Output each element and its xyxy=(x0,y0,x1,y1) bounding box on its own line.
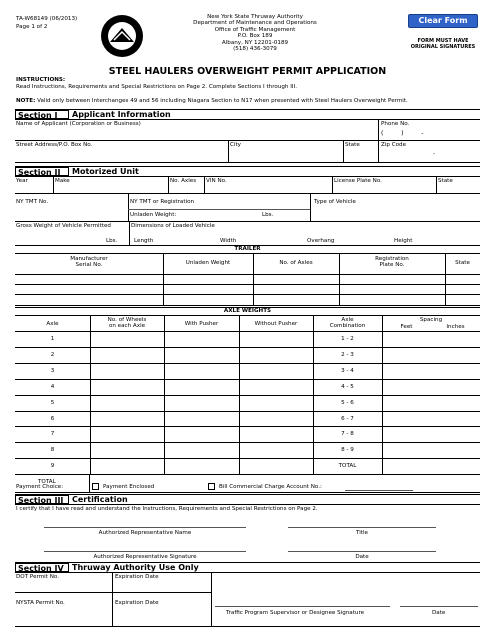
po-box: P.O. Box 189 xyxy=(237,33,273,40)
axle-row-divider xyxy=(15,458,480,459)
note-line xyxy=(16,98,408,104)
note-text: Valid only between Interchanges 49 and 56 including Niagara Section to N17 when presented with Steel Haulers Overweight Permit. xyxy=(37,98,408,104)
section-1-label: Section I xyxy=(15,110,69,119)
form-number: TA-W68149 (06/2013) xyxy=(16,16,78,22)
vehicle-state-label: State xyxy=(438,178,453,184)
auth-name-field[interactable] xyxy=(44,527,246,528)
axle-total-label: TOTAL xyxy=(38,479,56,486)
bill-account-label: Bill Commercial Charge Account No.: xyxy=(219,484,322,490)
trailer-col-manufacturer: Manufacturer Serial No. xyxy=(70,256,108,269)
ny-tmt-registration-label: NY TMT or Registration xyxy=(130,199,195,205)
street-label: Street Address/P.O. Box No. xyxy=(16,142,93,148)
no-axles-label: No. Axles xyxy=(170,178,197,184)
overhang-label: Overhang xyxy=(307,238,335,244)
axle-row-divider xyxy=(15,426,480,427)
supervisor-date-label: Date xyxy=(432,610,446,616)
axle-number: 4 xyxy=(50,383,55,390)
axle-col-wheels: No. of Wheels on each Axle xyxy=(107,317,147,330)
axle-combination: 3 - 4 xyxy=(341,367,354,374)
note-label: NOTE: xyxy=(16,98,36,104)
trailer-heading: TRAILER xyxy=(234,246,261,252)
city-zip: Albany, NY 12201-0189 xyxy=(221,39,289,46)
dimensions-label: Dimensions of Loaded Vehicle xyxy=(131,223,215,229)
form-title: STEEL HAULERS OVERWEIGHT PERMIT APPLICATION xyxy=(108,66,387,77)
axle-number: 3 xyxy=(50,367,55,374)
section-3-label: Section III xyxy=(15,495,69,504)
zip-field[interactable]: - xyxy=(433,151,436,157)
auth-signature-label: Authorized Representative Signature xyxy=(93,554,197,560)
nysta-permit-label: NYSTA Permit No. xyxy=(16,600,65,606)
supervisor-signature-label: Traffic Program Supervisor or Designee Signature xyxy=(226,610,365,616)
license-plate-label: License Plate No. xyxy=(334,178,382,184)
auth-name-label: Authorized Representative Name xyxy=(98,530,192,536)
trailer-col-registration: Registration Plate No. xyxy=(375,256,409,269)
cert-date-field[interactable] xyxy=(288,551,436,552)
payment-enclosed-checkbox[interactable] xyxy=(92,483,99,490)
instructions-text: Read Instructions, Requirements and Special Restrictions on Page 2. Complete Sections I through III. xyxy=(16,84,297,90)
axle-row-divider xyxy=(15,379,480,380)
year-label: Year xyxy=(16,178,28,184)
axle-col-spacing: Spacing xyxy=(419,317,443,323)
axle-number: 7 xyxy=(50,431,55,438)
section-2-title: Motorized Unit xyxy=(72,167,139,176)
axle-number: 8 xyxy=(50,447,55,454)
axle-number: 5 xyxy=(50,399,55,406)
certification-statement: I certify that I have read and understand the Instructions, Requirements and Special Restrictions on Page 2. xyxy=(16,506,318,512)
agency-address xyxy=(180,14,330,53)
axle-row-divider xyxy=(15,442,480,443)
height-label: Height xyxy=(394,238,413,244)
supervisor-signature-field[interactable] xyxy=(215,606,390,607)
phone-label: Phone No. xyxy=(381,121,410,127)
axle-col-without-pusher: Without Pusher xyxy=(254,321,298,327)
thruway-logo xyxy=(100,14,144,58)
title-field[interactable] xyxy=(288,527,436,528)
expiration-2-label: Expiration Date xyxy=(115,600,159,606)
zip-label: Zip Code xyxy=(381,142,407,148)
clear-form-button[interactable]: Clear Form xyxy=(408,14,478,28)
axle-combination: 6 - 7 xyxy=(341,415,354,422)
axle-combination: 4 - 5 xyxy=(341,383,354,390)
instructions-heading: INSTRUCTIONS: xyxy=(16,77,66,83)
axle-col-with-pusher: With Pusher xyxy=(184,321,219,327)
applicant-name-field[interactable] xyxy=(16,128,376,140)
axle-combination: 5 - 6 xyxy=(341,399,354,406)
state-label: State xyxy=(345,142,360,148)
axle-row-divider xyxy=(15,347,480,348)
section-2-label: Section II xyxy=(15,167,69,176)
gross-lbs-label: Lbs. xyxy=(106,238,118,244)
axle-number: 6 xyxy=(50,415,55,422)
axle-number: 2 xyxy=(50,351,55,358)
phone-field[interactable]: ( ) - xyxy=(381,130,424,137)
make-label: Make xyxy=(55,178,70,184)
width-label: Width xyxy=(220,238,237,244)
supervisor-date-field[interactable] xyxy=(400,606,478,607)
section-4-label: Section IV xyxy=(15,563,69,572)
dot-permit-label: DOT Permit No. xyxy=(16,574,59,580)
axle-row-divider xyxy=(15,411,480,412)
section-1-title: Applicant Information xyxy=(72,110,171,119)
trailer-col-axles: No. of Axles xyxy=(279,260,313,266)
axle-col-axle: Axle xyxy=(46,321,59,327)
trailer-col-state: State xyxy=(455,260,470,266)
axle-combination: 2 - 3 xyxy=(341,351,354,358)
bill-account-checkbox[interactable] xyxy=(208,483,215,490)
cert-date-label: Date xyxy=(355,554,369,560)
title-label: Title xyxy=(356,530,368,536)
axle-combination: 7 - 8 xyxy=(341,431,354,438)
length-label: Length xyxy=(134,238,154,244)
axle-row-divider xyxy=(15,395,480,396)
page-number: Page 1 of 2 xyxy=(16,24,48,30)
trailer-col-unladen: Unladen Weight xyxy=(185,260,231,266)
type-of-vehicle-label: Type of Vehicle xyxy=(314,199,356,205)
axle-col-feet: Feet xyxy=(400,324,413,330)
unladen-weight-label: Unladen Weight: xyxy=(130,212,177,218)
axle-combination: TOTAL xyxy=(338,463,357,470)
axle-number: 9 xyxy=(50,463,55,470)
agency-name: New York State Thruway Authority xyxy=(207,14,303,20)
auth-signature-field[interactable] xyxy=(44,551,246,552)
city-label: City xyxy=(230,142,241,148)
axle-col-combination: Axle Combination xyxy=(329,317,366,330)
expiration-1-label: Expiration Date xyxy=(115,574,159,580)
section-4-title: Thruway Authority Use Only xyxy=(72,563,199,572)
agency-phone: (518) 436-3079 xyxy=(233,46,277,53)
ny-tmt-label: NY TMT No. xyxy=(16,199,49,205)
axle-weights-heading: AXLE WEIGHTS xyxy=(223,308,272,314)
axle-number: 1 xyxy=(50,336,55,342)
gross-weight-label: Gross Weight of Vehicle Permitted xyxy=(16,223,111,229)
axle-combination: 8 - 9 xyxy=(341,447,354,454)
vin-label: VIN No. xyxy=(206,178,227,184)
unladen-lbs-label: Lbs. xyxy=(262,212,274,218)
payment-enclosed-label: Payment Enclosed xyxy=(103,484,155,490)
axle-combination: 1 - 2 xyxy=(341,336,354,342)
signature-note: FORM MUST HAVE ORIGINAL SIGNATURES xyxy=(410,38,476,51)
payment-choice-label: Payment Choice: xyxy=(16,484,64,490)
axle-col-inches: Inches xyxy=(446,324,465,330)
office-name: Office of Traffic Management xyxy=(214,26,296,33)
section-3-title: Certification xyxy=(72,495,128,504)
axle-row-divider xyxy=(15,363,480,364)
department-name: Department of Maintenance and Operations xyxy=(193,20,317,27)
applicant-name-label: Name of Applicant (Corporation or Business) xyxy=(16,121,141,127)
bill-account-field[interactable] xyxy=(345,490,413,491)
